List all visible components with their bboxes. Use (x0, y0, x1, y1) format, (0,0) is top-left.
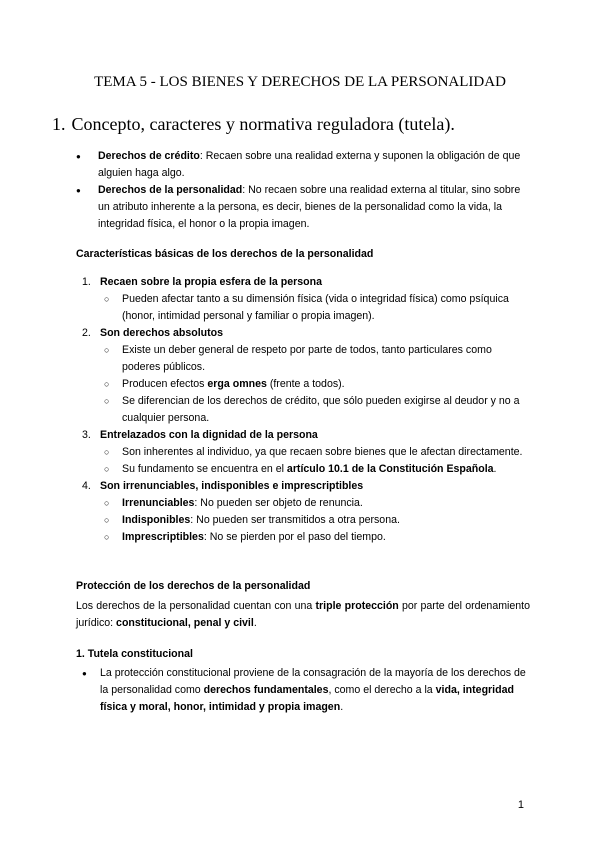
sub-item (104, 461, 530, 478)
list-item (76, 182, 530, 233)
item-title: Entrelazados con la dignidad de la persona (100, 429, 318, 441)
characteristics-list (82, 274, 530, 546)
item-title: Son derechos absolutos (100, 327, 224, 339)
sub-item-text: Son inherentes al individuo, ya que recaen sobre bienes que le afectan directamente. (122, 446, 523, 458)
item-number: 4. (82, 480, 91, 492)
sub-item-text: Se diferencian de los derechos de crédito, que sólo pueden exigirse al deudor y no a cualquier persona. (122, 395, 520, 424)
sub-item-text: Producen efectos (122, 378, 208, 390)
sub-item-text: : No se pierden por el paso del tiempo. (203, 531, 386, 543)
bullet-term: derechos fundamentales (203, 684, 329, 696)
sub-item-text: Pueden afectar tanto a su dimensión física (vida o integridad física) como psíquica (honor, intimidad personal y familiar o propia imagen). (122, 293, 509, 322)
sub-item (104, 512, 530, 529)
sub-item-text: Su fundamento se encuentra en el (122, 463, 287, 475)
characteristics-heading: Características básicas de los derechos de la personalidad (76, 248, 374, 260)
item-title: Son irrenunciables, indisponibles e imprescriptibles (100, 480, 364, 492)
list-item (76, 148, 530, 182)
list-item (82, 427, 530, 478)
page-title: TEMA 5 - LOS BIENES Y DERECHOS DE LA PERSONALIDAD (94, 74, 506, 90)
bullet-term: Derechos de la personalidad (98, 184, 243, 196)
item-number: 1. (82, 276, 91, 288)
paragraph-text: . (253, 617, 257, 629)
tutela-bullets (82, 665, 530, 716)
paragraph-text: por parte del ordenamiento jurídico: (76, 600, 531, 629)
page-number: 1 (517, 799, 524, 811)
item-number: 2. (82, 327, 91, 339)
section-number: 1. (52, 114, 66, 134)
sub-item (104, 495, 530, 512)
tutela-heading: 1. Tutela constitucional (76, 648, 193, 660)
paragraph-term: triple protección (315, 600, 399, 612)
section-heading (52, 114, 455, 135)
list-item (82, 274, 530, 325)
sub-item-text: . (493, 463, 497, 475)
list-item (82, 478, 530, 546)
bullet-text: . (340, 701, 344, 713)
bullet-term: Derechos de crédito (98, 150, 200, 162)
sub-item-text: : No pueden ser transmitidos a otra persona. (190, 514, 400, 526)
bullet-text: , como el derecho a la (328, 684, 436, 696)
sub-item-term: Indisponibles (122, 514, 191, 526)
sub-item-text: Existe un deber general de respeto por parte de todos, tanto particulares como poderes públicos. (122, 344, 492, 373)
sub-item-text: (frente a todos). (266, 378, 345, 390)
sub-item-term: Imprescriptibles (122, 531, 204, 543)
sub-item-term: Irrenunciables (122, 497, 195, 509)
sub-item-term: erga omnes (207, 378, 267, 390)
sub-item (104, 291, 530, 325)
protection-heading: Protección de los derechos de la personalidad (76, 580, 311, 592)
list-item (82, 665, 530, 716)
sub-item (104, 529, 530, 546)
list-item (82, 325, 530, 427)
sub-item (104, 376, 530, 393)
item-title: Recaen sobre la propia esfera de la persona (100, 276, 322, 288)
sub-item (104, 393, 530, 427)
sub-item (104, 444, 530, 461)
intro-bullets (76, 148, 530, 233)
sub-item-term: artículo 10.1 de la Constitución Española (286, 463, 494, 475)
bullet-text: : No recaen sobre una realidad externa al titular, sino sobre un atributo inherente a la persona, es decir, bienes de la personalidad como la vida, la integridad física, el honor o la propia imagen. (98, 184, 521, 230)
bullet-text: : Recaen sobre una realidad externa y suponen la obligación de que alguien haga algo. (98, 150, 521, 179)
paragraph-term: constitucional, penal y civil (116, 617, 254, 629)
protection-paragraph (76, 598, 530, 632)
section-title: Concepto, caracteres y normativa reguladora (tutela). (71, 114, 455, 134)
sub-item (104, 342, 530, 376)
sub-item-text: : No pueden ser objeto de renuncia. (194, 497, 363, 509)
item-number: 3. (82, 429, 91, 441)
paragraph-text: Los derechos de la personalidad cuentan con una (76, 600, 316, 612)
bullet-term: vida, integridad física y moral, honor, intimidad y propia imagen (100, 684, 514, 713)
bullet-text: La protección constitucional proviene de la consagración de la mayoría de los derechos de la personalidad como (100, 667, 526, 696)
